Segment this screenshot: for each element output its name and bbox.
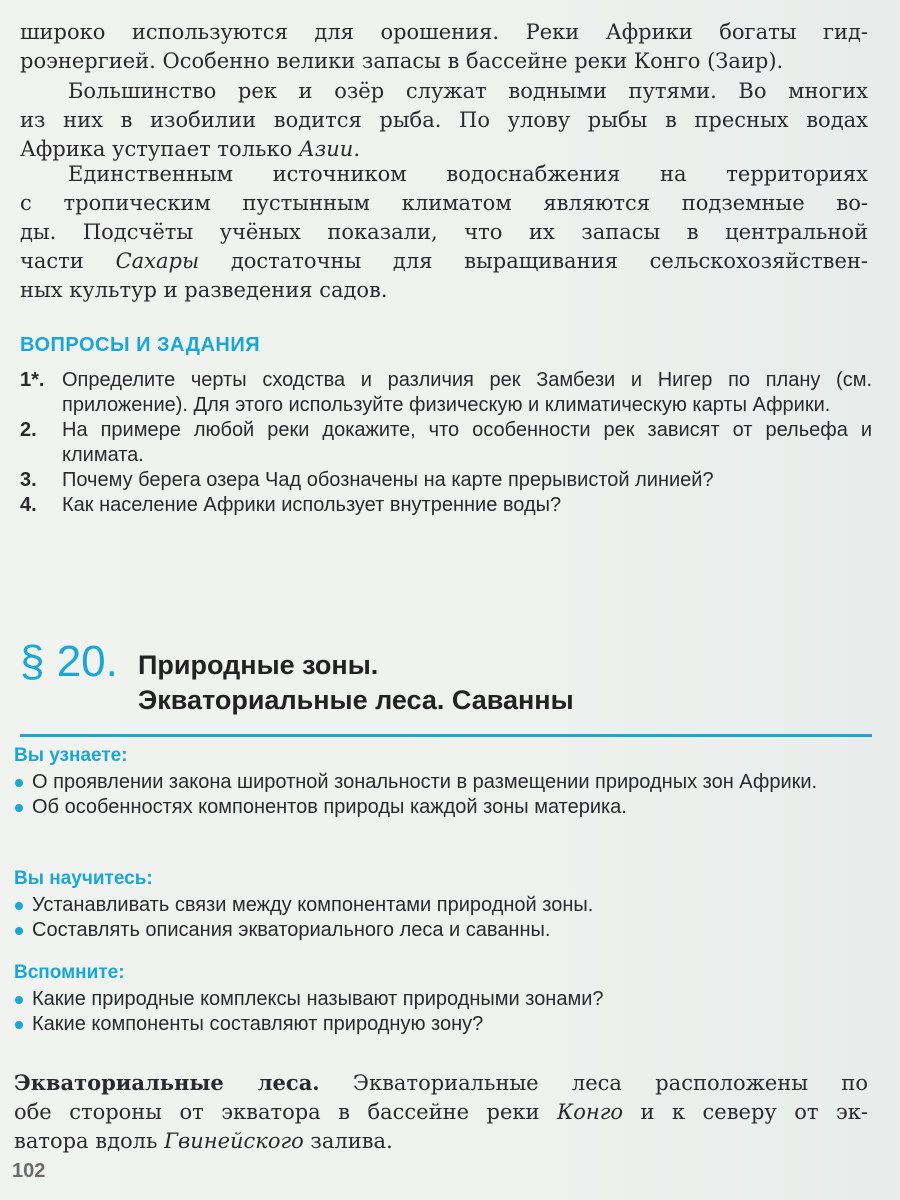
questions-heading: ВОПРОСЫ И ЗАДАНИЯ	[20, 334, 261, 356]
intro-paragraph-3	[20, 160, 868, 305]
questions-list	[20, 368, 872, 518]
question-number: 4.	[20, 494, 37, 516]
question-number: 3.	[20, 469, 37, 491]
italic-term: Гвинейского	[164, 1129, 304, 1153]
section-title-line: Природные зоны.	[138, 650, 379, 680]
text-line	[14, 1127, 868, 1156]
text-fragment: достаточны для выращивания сельскохозяйствен-	[199, 249, 868, 273]
question-item	[20, 468, 872, 493]
question-text: Определите черты сходства и различия рек Замбези и Нигер по плану (см. приложение). Для этого используйте физическую и климатическую карты Африки.	[62, 369, 872, 416]
section-divider	[20, 734, 872, 737]
learn-list	[14, 770, 872, 820]
question-item	[20, 493, 872, 518]
text-fragment: ватора вдоль	[14, 1129, 165, 1153]
skills-list	[14, 893, 872, 943]
bold-term: Экваториальные леса.	[14, 1070, 320, 1095]
intro-paragraph-2	[20, 77, 868, 164]
question-text: На примере любой реки докажите, что особенности рек зависят от рельефа и климата.	[62, 419, 872, 466]
text-fragment: .	[353, 137, 361, 161]
italic-term: Азии	[298, 137, 354, 161]
recall-list	[14, 987, 872, 1037]
text-line	[20, 247, 868, 276]
recall-item: Какие природные комплексы называют природными зонами?	[14, 987, 872, 1012]
section-number: § 20.	[20, 637, 118, 686]
page-number: 102	[12, 1160, 46, 1182]
text-line: из них в изобилии водится рыба. По улову рыбы в пресных водах	[20, 108, 868, 132]
skills-item: Составлять описания экваториального леса и саванны.	[14, 918, 872, 943]
skills-item: Устанавливать связи между компонентами природной зоны.	[14, 893, 872, 918]
recall-item: Какие компоненты составляют природную зону?	[14, 1012, 872, 1037]
section-title-line: Экваториальные леса. Саванны	[138, 685, 574, 715]
text-fragment: залива.	[303, 1129, 393, 1153]
text-line	[14, 1068, 868, 1098]
learn-heading: Вы узнаете:	[14, 745, 128, 766]
text-fragment: части	[20, 249, 116, 273]
section-title	[138, 648, 574, 718]
text-fragment: обе стороны от экватора в бассейне реки	[14, 1100, 557, 1124]
question-item	[20, 368, 872, 418]
text-line: Большинство рек и озёр служат водными путями. Во многих	[68, 79, 868, 103]
italic-term: Сахары	[115, 249, 200, 273]
learn-item: О проявлении закона широтной зональности в размещении природных зон Африки.	[14, 770, 872, 795]
question-number: 2.	[20, 419, 37, 441]
text-line: с тропическим пустынным климатом являются подземные во-	[20, 191, 868, 215]
question-text: Как население Африки использует внутренние воды?	[62, 494, 562, 516]
learn-item: Об особенностях компонентов природы каждой зоны материка.	[14, 795, 872, 820]
equatorial-forests-paragraph	[14, 1068, 868, 1156]
text-line: роэнергией. Особенно велики запасы в бассейне реки Конго (Заир).	[20, 49, 784, 73]
text-fragment: Африка уступает только	[20, 137, 299, 161]
question-number: 1*.	[20, 369, 45, 391]
recall-heading: Вспомните:	[14, 962, 125, 983]
text-line	[14, 1098, 868, 1127]
skills-heading: Вы научитесь:	[14, 868, 153, 889]
text-line: ды. Подсчёты учёных показали, что их запасы в центральной	[20, 220, 868, 244]
text-line: Единственным источником водоснабжения на территориях	[68, 162, 868, 186]
intro-paragraph-1	[20, 18, 868, 76]
question-item	[20, 418, 872, 468]
text-line: широко используются для орошения. Реки Африки богаты гид-	[20, 20, 868, 44]
text-fragment: и к северу от эк-	[622, 1100, 868, 1124]
question-text: Почему берега озера Чад обозначены на карте прерывистой линией?	[62, 469, 714, 491]
text-line: ных культур и разведения садов.	[20, 278, 388, 302]
text-fragment: Экваториальные леса расположены по	[319, 1071, 868, 1095]
italic-term: Конго	[556, 1100, 623, 1124]
